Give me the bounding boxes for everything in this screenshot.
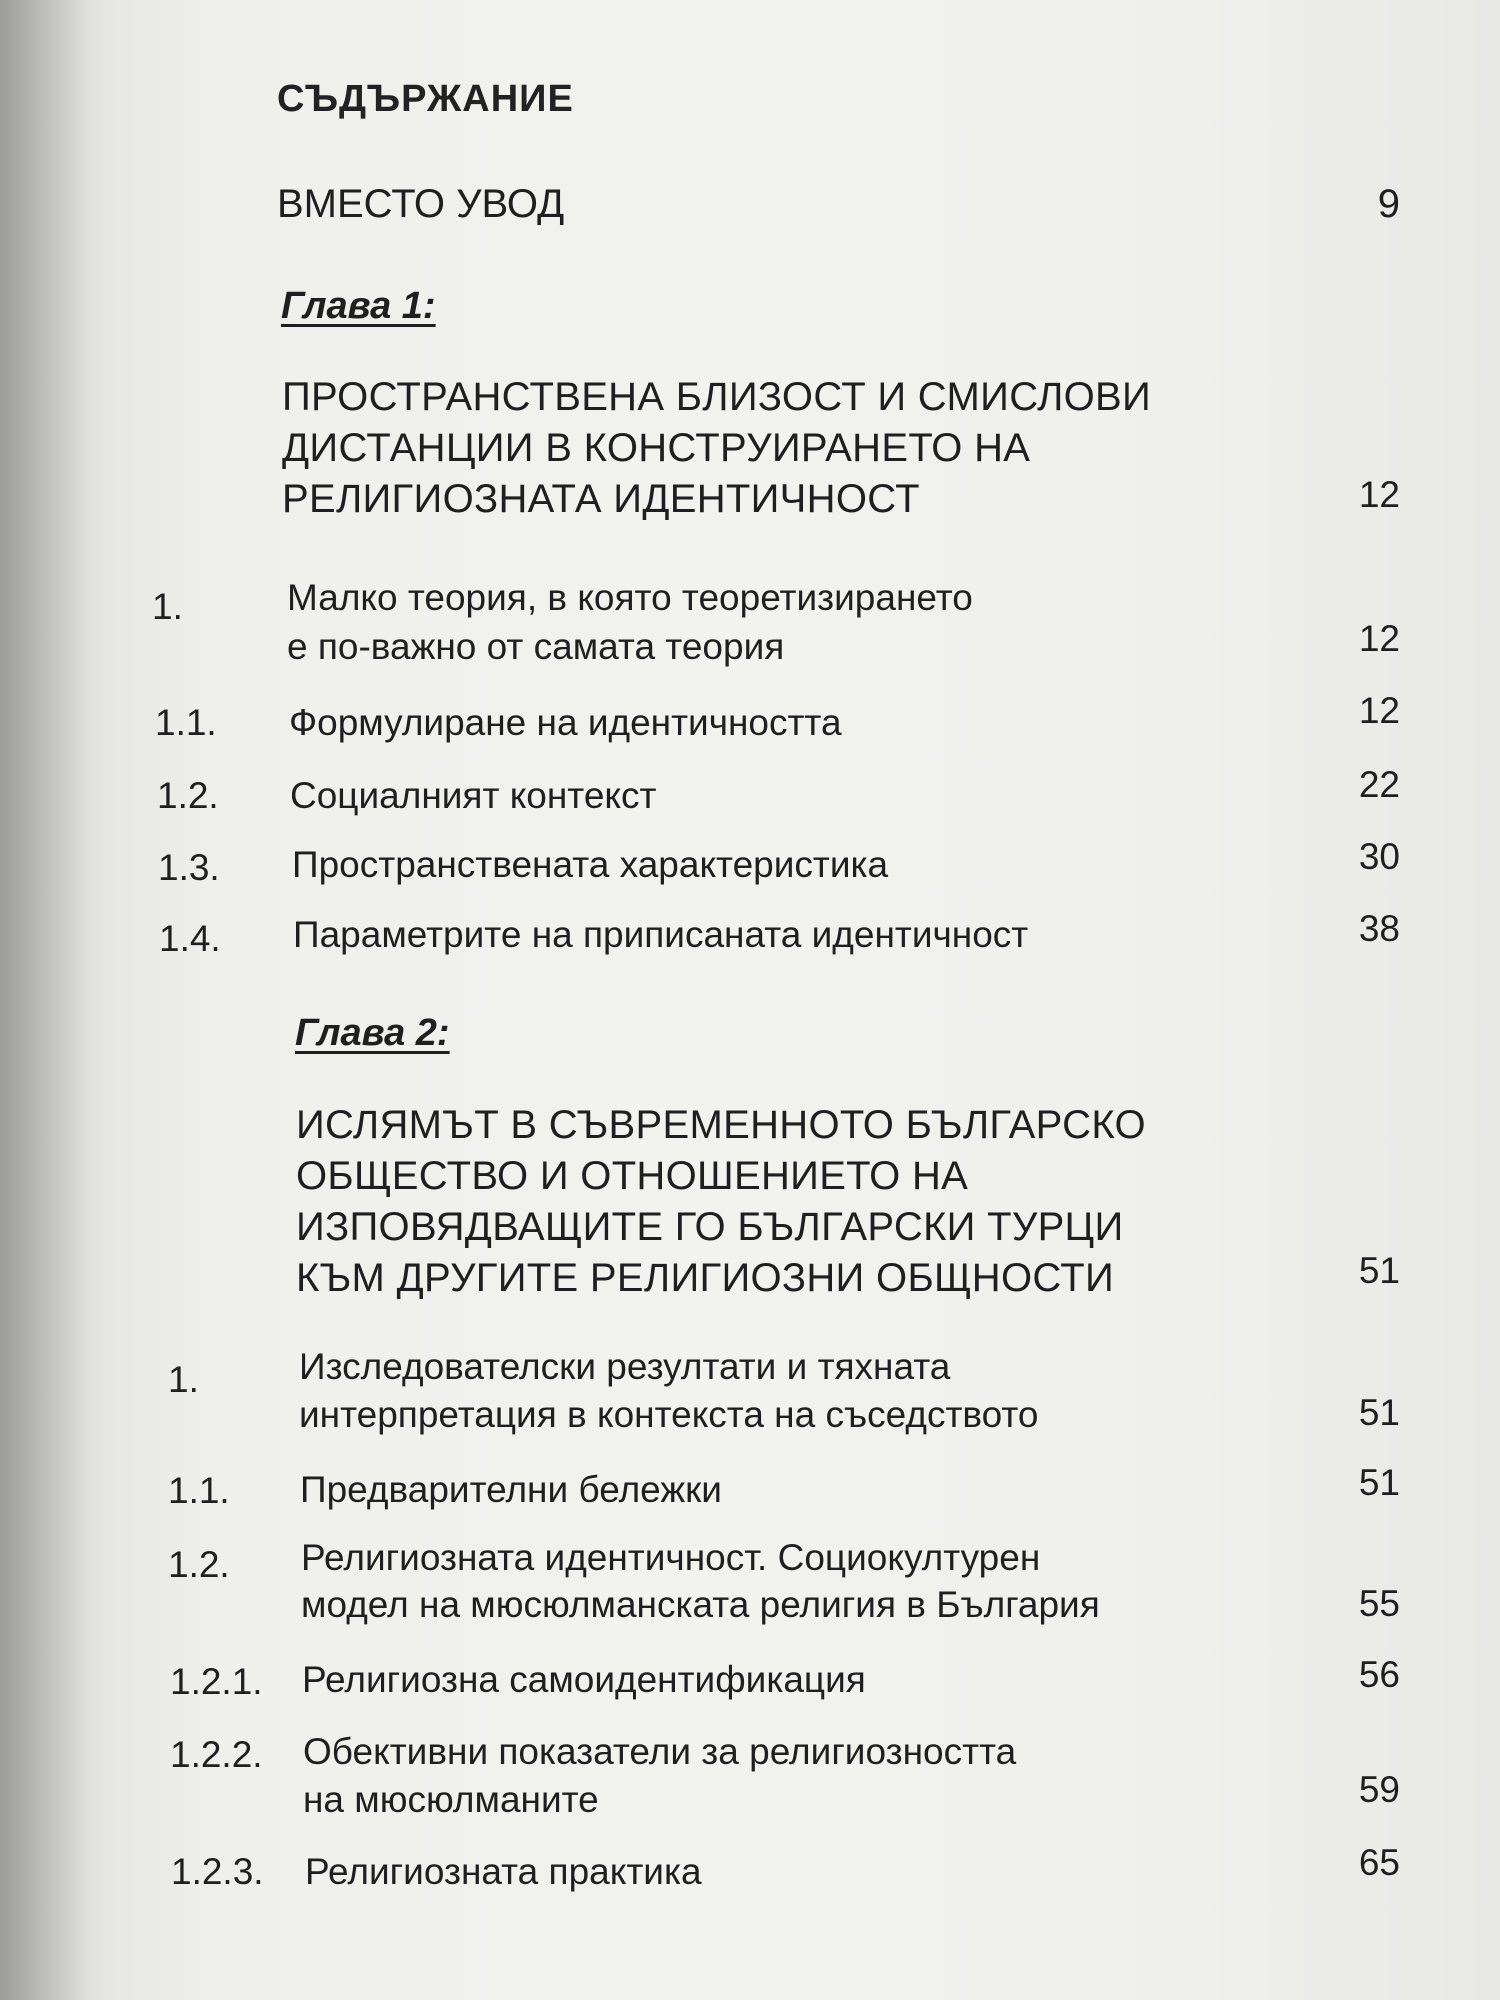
entry-number: 1.1.: [168, 1470, 230, 1511]
entry-title-line1: Формулиране на идентичността: [289, 702, 842, 743]
chapter-2-title-line4: КЪМ ДРУГИТЕ РЕЛИГИОЗНИ ОБЩНОСТИ: [296, 1256, 1115, 1300]
chapter-1-label: Глава 1:: [281, 285, 436, 327]
entry-title-line1: Изследователски резултати и тяхната: [299, 1346, 951, 1387]
page-gutter-shadow: [0, 0, 90, 2000]
entry-page: 12: [1358, 618, 1400, 659]
chapter-1-title-line2: ДИСТАНЦИИ В КОНСТРУИРАНЕТО НА: [282, 426, 1031, 470]
entry-page: 38: [1358, 908, 1400, 949]
entry-number: 1.2.1.: [170, 1661, 263, 1702]
entry-number: 1.: [168, 1359, 199, 1400]
entry-page: 51: [1358, 1462, 1400, 1503]
entry-page: 65: [1358, 1842, 1400, 1883]
entry-number: 1.4.: [159, 918, 221, 959]
toc-heading: СЪДЪРЖАНИЕ: [277, 78, 574, 120]
toc-intro-page: 9: [1377, 182, 1400, 226]
entry-title-line1: Малко теория, в която теоретизирането: [287, 577, 973, 618]
entry-title-line1: Социалният контекст: [290, 775, 657, 816]
entry-page: 55: [1358, 1583, 1400, 1624]
entry-title-line1: Параметрите на приписаната идентичност: [293, 914, 1029, 955]
entry-title-line1: Религиозната идентичност. Социокултурен: [301, 1537, 1041, 1578]
entry-page: 30: [1358, 836, 1400, 877]
entry-page: 56: [1358, 1654, 1400, 1695]
entry-title-line1: Пространствената характеристика: [292, 844, 889, 885]
entry-title-line1: Предварителни бележки: [300, 1469, 722, 1510]
entry-page: 12: [1358, 690, 1400, 731]
chapter-2-page: 51: [1358, 1250, 1400, 1291]
entry-title-line1: Религиозна самоидентификация: [302, 1659, 866, 1700]
entry-number: 1.: [152, 586, 183, 627]
entry-number: 1.2.: [157, 775, 219, 816]
chapter-1-page: 12: [1358, 474, 1400, 515]
chapter-2-title-line1: ИСЛЯМЪТ В СЪВРЕМЕННОТО БЪЛГАРСКО: [296, 1103, 1146, 1147]
chapter-2-label: Глава 2:: [295, 1012, 450, 1054]
entry-page: 51: [1358, 1392, 1400, 1433]
entry-number: 1.1.: [155, 702, 217, 743]
entry-number: 1.3.: [158, 847, 220, 888]
entry-page: 22: [1358, 764, 1400, 805]
entry-number: 1.2.: [168, 1544, 230, 1585]
chapter-1-title-line1: ПРОСТРАНСТВЕНА БЛИЗОСТ И СМИСЛОВИ: [282, 375, 1152, 419]
entry-title-line1: Религиозната практика: [305, 1851, 702, 1892]
entry-number: 1.2.3.: [171, 1851, 264, 1892]
entry-title-line1: Обективни показатели за религиозността: [303, 1731, 1017, 1772]
entry-title-line2: на мюсюлманите: [303, 1779, 599, 1820]
entry-page: 59: [1358, 1769, 1400, 1810]
entry-title-line2: модел на мюсюлманската религия в България: [301, 1584, 1100, 1625]
chapter-2-title-line3: ИЗПОВЯДВАЩИТЕ ГО БЪЛГАРСКИ ТУРЦИ: [296, 1205, 1124, 1249]
chapter-2-title-line2: ОБЩЕСТВО И ОТНОШЕНИЕТО НА: [296, 1154, 969, 1198]
entry-title-line2: е по-важно от самата теория: [287, 626, 785, 667]
toc-intro-title: ВМЕСТО УВОД: [277, 182, 565, 226]
entry-title-line2: интерпретация в контекста на съседството: [299, 1394, 1039, 1435]
chapter-1-title-line3: РЕЛИГИОЗНАТА ИДЕНТИЧНОСТ: [282, 477, 920, 521]
entry-number: 1.2.2.: [170, 1734, 263, 1775]
